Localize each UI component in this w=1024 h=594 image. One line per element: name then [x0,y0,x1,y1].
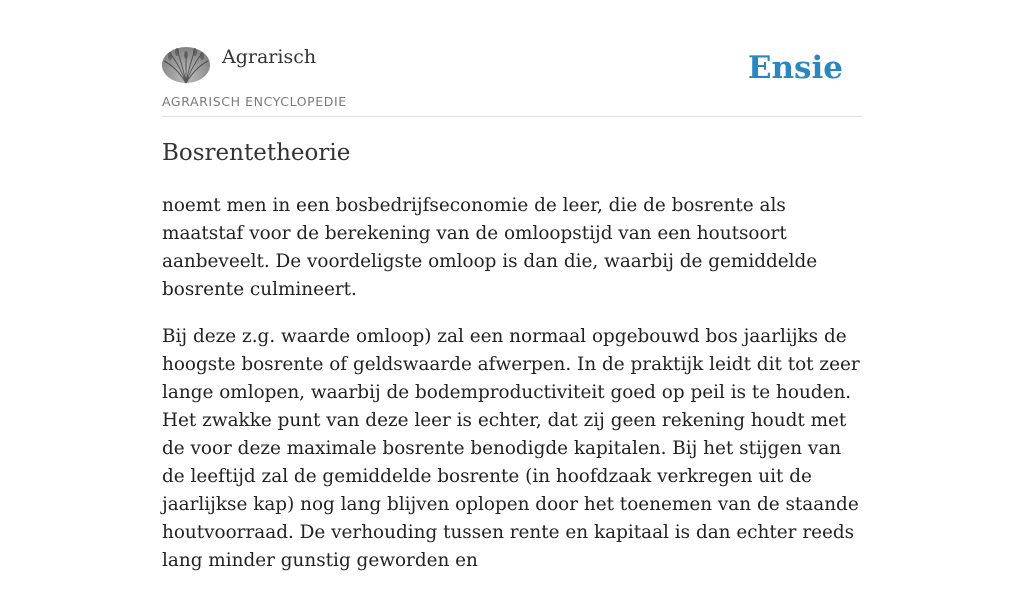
site-subtitle: AGRARISCH ENCYCLOPEDIE [162,94,347,109]
article-paragraph: noemt men in een bosbedrijfseconomie de leer, die de bosrente als maatstaf voor de berekening van de omloopstijd van een houtsoort aanbeveelt. De voordeligste omloop is dan die, waarbij de gemiddelde bosrente culmineert. [162,195,818,300]
brand-logo-link[interactable]: Ensie [747,50,843,86]
article-body [162,192,862,594]
article-paragraph: Bij deze z.g. waarde omloop) zal een normaal opgebouwd bos jaarlijks de hoogste bosrente of geldswaarde afwerpen. In de praktijk leidt dit tot zeer lange omlopen, waarbij de bodemproductiviteit goed op peil is te houden. Het zwakke punt van deze leer is echter, dat zij geen rekening houdt met de voor deze maximale bosrente benodigde kapitalen. Bij het stijgen van de leeftijd zal de gemiddelde bosrente (in hoofdzaak verkregen uit de jaarlijkse kap) nog lang blijven oplopen door het toenemen van de staande houtvoorraad. De verhouding tussen rente en kapitaal is dan echter reeds lang minder gunstig geworden en [162,326,860,571]
article-title: Bosrentetheorie [162,140,351,166]
site-header [162,44,862,117]
site-name-link[interactable]: Agrarisch [222,46,317,68]
wheat-icon[interactable] [162,47,210,83]
